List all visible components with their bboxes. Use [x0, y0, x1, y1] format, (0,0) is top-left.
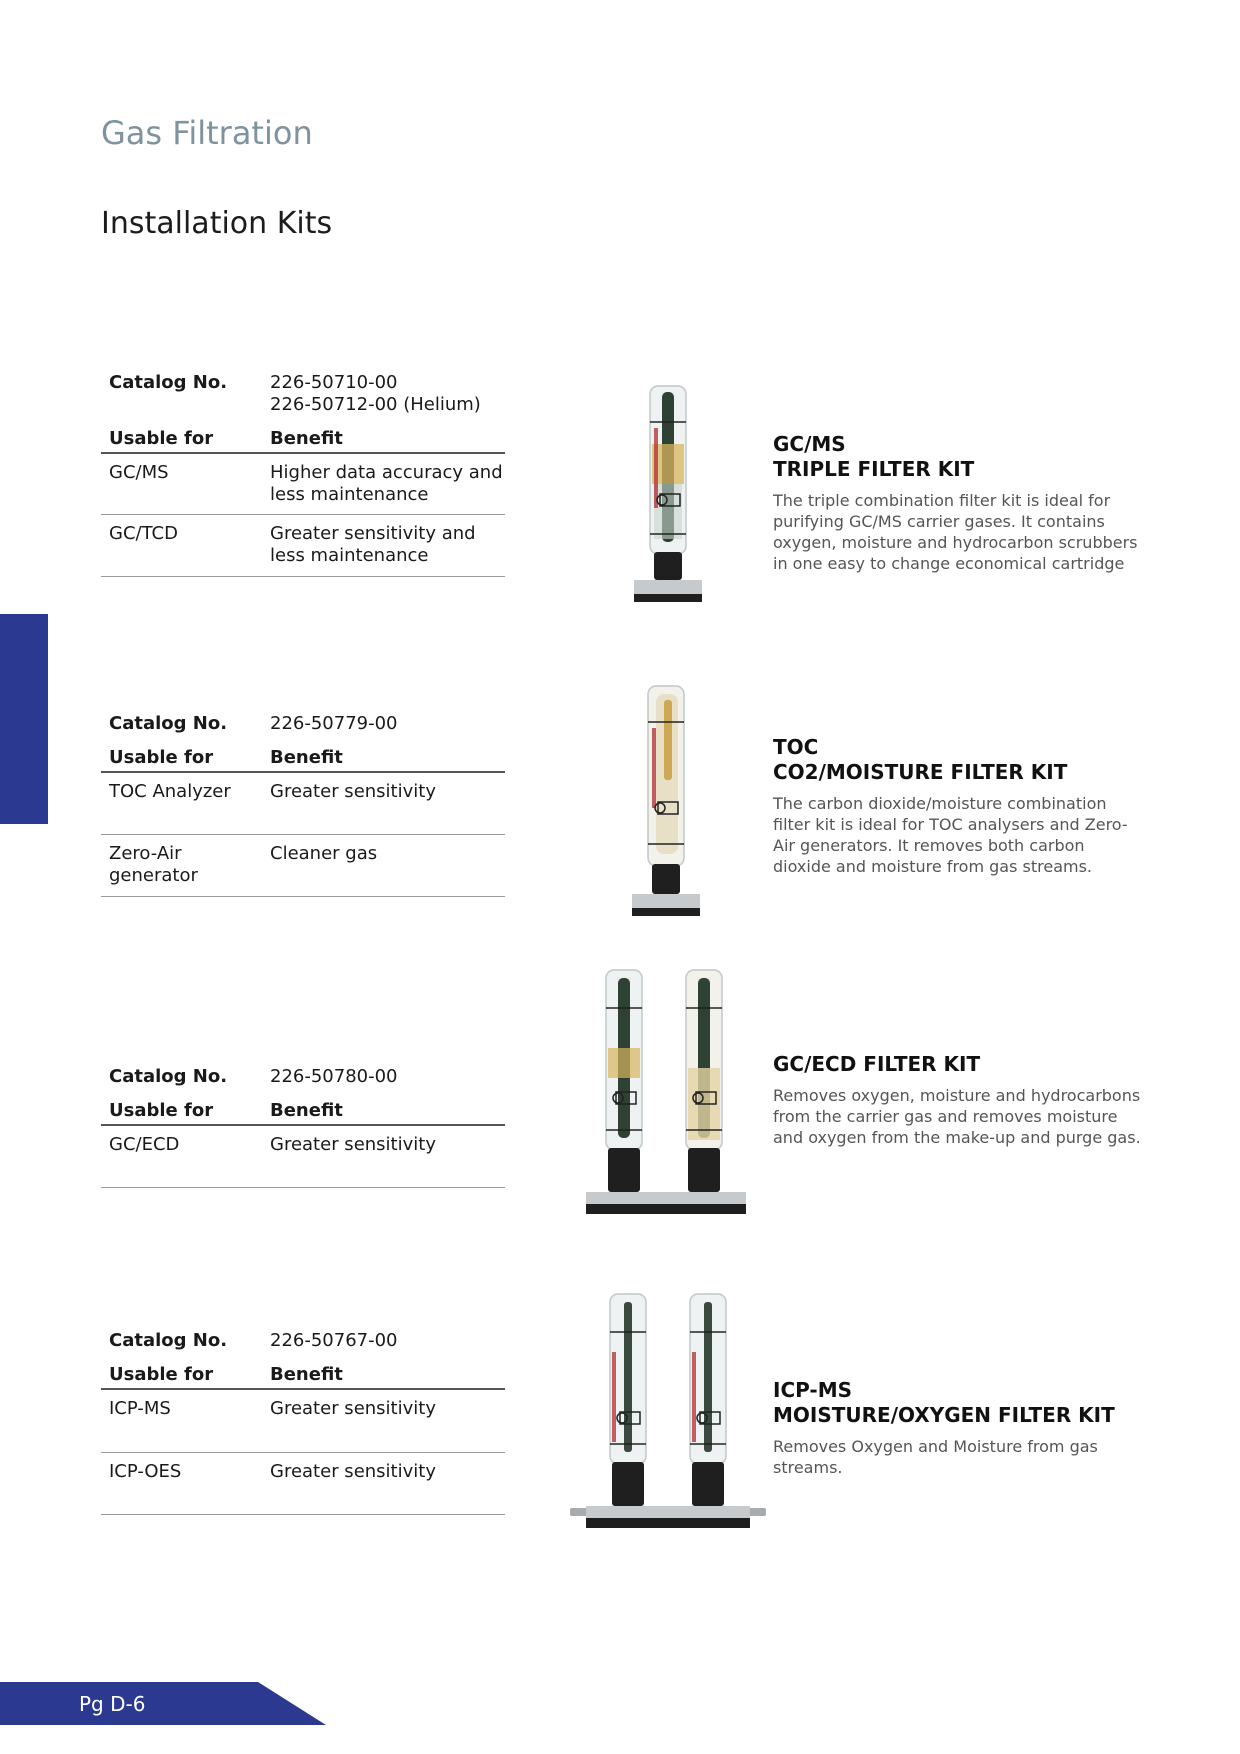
product-title-line: MOISTURE/OXYGEN FILTER KIT [773, 1403, 1115, 1427]
spec-row [101, 1390, 505, 1453]
spec-header-row [101, 428, 505, 454]
catalog-number: 226-50712-00 (Helium) [270, 394, 481, 415]
product-description [773, 1378, 1143, 1478]
benefit-cell: Greater sensitivity [270, 1134, 436, 1155]
usable-header: Usable for [109, 428, 214, 449]
product-title [773, 1052, 1143, 1077]
usable-header: Usable for [109, 1364, 214, 1385]
catalog-row [101, 372, 505, 416]
page-number: Pg D-6 [79, 1692, 146, 1716]
product-title-line: GC/ECD FILTER KIT [773, 1052, 981, 1076]
catalog-numbers [270, 372, 505, 416]
spec-header-row [101, 1100, 505, 1126]
product-image-dual-filter [568, 1292, 768, 1552]
benefit-header: Benefit [270, 747, 343, 768]
product-image-single-filter [628, 384, 708, 618]
product-image-single-filter [626, 684, 706, 932]
product-image-dual-filter [584, 968, 750, 1238]
spec-row [101, 835, 505, 897]
benefit-cell: Greater sensitivity and less maintenance [270, 523, 476, 566]
spec-table [101, 1066, 505, 1188]
usable-cell: ICP-MS [109, 1398, 171, 1419]
catalog-row [101, 713, 505, 735]
spec-row [101, 515, 505, 577]
product-description [773, 432, 1143, 574]
spec-row [101, 454, 505, 515]
catalog-row [101, 1330, 505, 1352]
usable-cell: GC/MS [109, 462, 169, 483]
product-description-text: The triple combination filter kit is ideal for purifying GC/MS carrier gases. It contains oxygen, moisture and hydrocarbon scrubbers in one easy to change economical cartridge [773, 491, 1138, 573]
spec-table [101, 1330, 505, 1515]
product-title-line: GC/MS [773, 432, 846, 456]
spec-table [101, 372, 505, 577]
product-description-text: Removes Oxygen and Moisture from gas streams. [773, 1437, 1098, 1477]
benefit-header: Benefit [270, 1364, 343, 1385]
spec-header-row [101, 1364, 505, 1390]
catalog-label: Catalog No. [109, 1330, 228, 1351]
catalog-numbers [270, 713, 505, 735]
benefit-cell: Greater sensitivity [270, 781, 436, 802]
product-title-line: TRIPLE FILTER KIT [773, 457, 975, 481]
benefit-cell: Cleaner gas [270, 843, 378, 864]
catalog-number: 226-50710-00 [270, 372, 398, 393]
catalog-label: Catalog No. [109, 372, 228, 393]
catalog-row [101, 1066, 505, 1088]
product-title [773, 432, 1143, 482]
benefit-header: Benefit [270, 1100, 343, 1121]
section-title: Gas Filtration [101, 114, 313, 152]
usable-header: Usable for [109, 1100, 214, 1121]
catalog-number: 226-50779-00 [270, 713, 398, 734]
catalog-numbers [270, 1330, 505, 1352]
usable-cell: TOC Analyzer [109, 781, 231, 802]
usable-cell: Zero-Air generator [109, 843, 198, 886]
product-description-text: Removes oxygen, moisture and hydrocarbons from the carrier gas and removes moisture and oxygen from the make-up and purge gas. [773, 1086, 1141, 1147]
product-description [773, 1052, 1143, 1148]
subsection-title: Installation Kits [101, 206, 333, 241]
catalog-numbers [270, 1066, 505, 1088]
benefit-header: Benefit [270, 428, 343, 449]
spec-header-row [101, 747, 505, 773]
product-title-line: ICP-MS [773, 1378, 853, 1402]
spec-row [101, 1126, 505, 1188]
usable-header: Usable for [109, 747, 214, 768]
product-description-text: The carbon dioxide/moisture combination filter kit is ideal for TOC analysers and Zero-Air generators. It removes both carbon dioxide and moisture from gas streams. [773, 794, 1128, 876]
usable-cell: ICP-OES [109, 1461, 182, 1482]
product-title-line: CO2/MOISTURE FILTER KIT [773, 760, 1068, 784]
spec-table [101, 713, 505, 897]
usable-cell: GC/TCD [109, 523, 178, 544]
catalog-label: Catalog No. [109, 713, 228, 734]
product-title-line: TOC [773, 735, 819, 759]
catalog-number: 226-50767-00 [270, 1330, 398, 1351]
usable-cell: GC/ECD [109, 1134, 180, 1155]
product-description [773, 735, 1143, 877]
product-title [773, 1378, 1143, 1428]
benefit-cell: Higher data accuracy and less maintenance [270, 462, 503, 505]
benefit-cell: Greater sensitivity [270, 1398, 436, 1419]
benefit-cell: Greater sensitivity [270, 1461, 436, 1482]
page-footer [0, 1682, 326, 1725]
product-title [773, 735, 1143, 785]
footer-banner [0, 1682, 326, 1725]
catalog-number: 226-50780-00 [270, 1066, 398, 1087]
spec-row [101, 1453, 505, 1515]
side-tab-marker [0, 614, 48, 824]
spec-row [101, 773, 505, 835]
catalog-label: Catalog No. [109, 1066, 228, 1087]
